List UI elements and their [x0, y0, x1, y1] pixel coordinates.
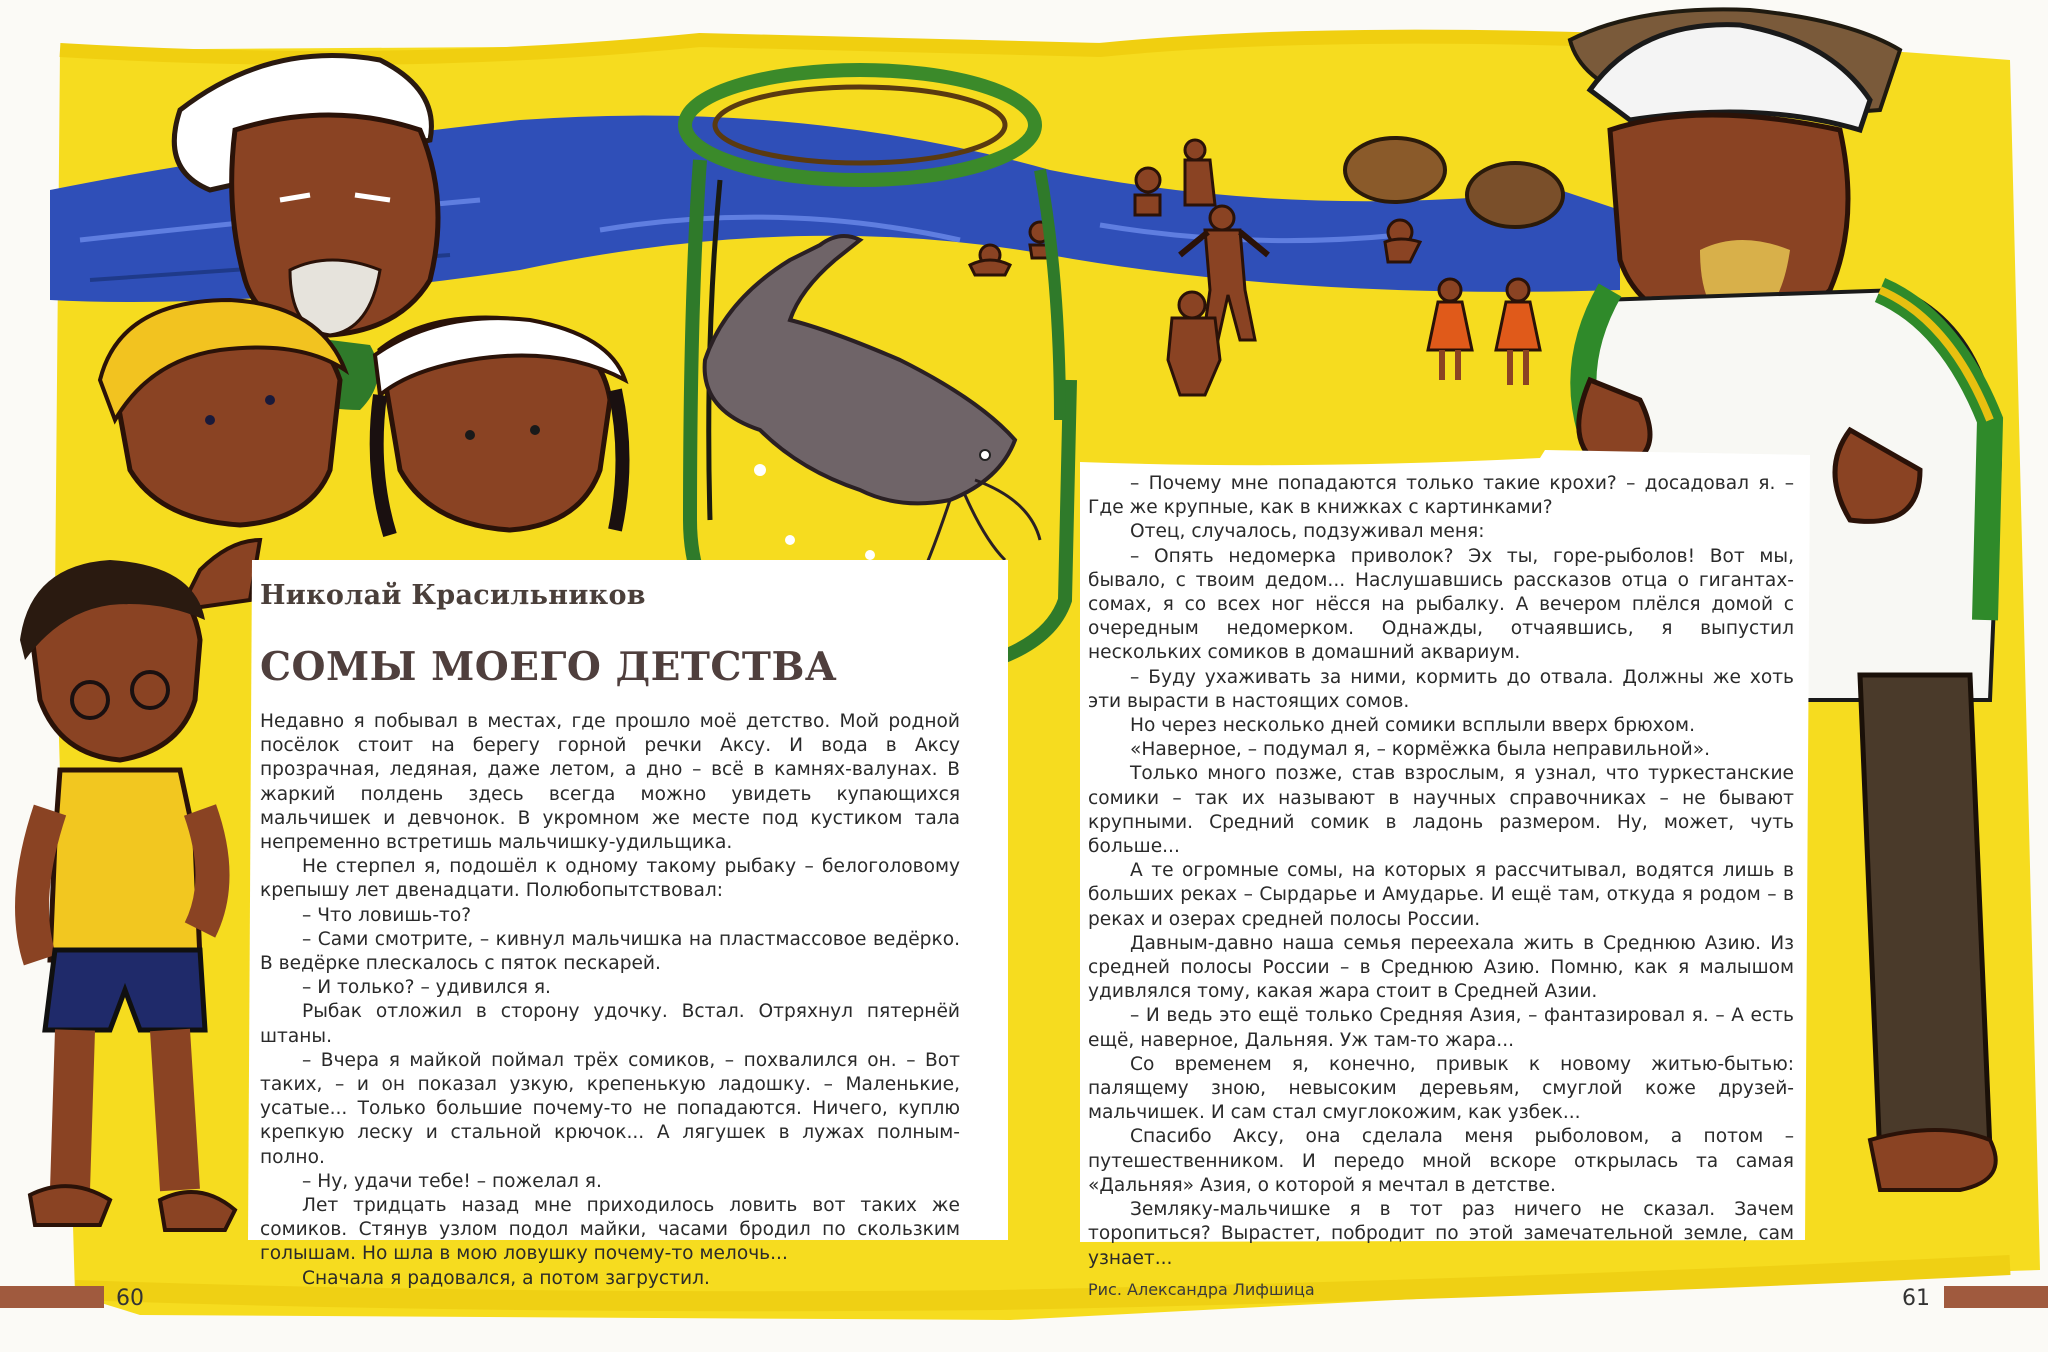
boulder — [1345, 138, 1445, 202]
paragraph: Сначала я радовался, а потом загрустил. — [302, 1267, 710, 1289]
page-number-right: 61 — [1902, 1286, 1930, 1311]
paragraph: – Вчера я майкой поймал трёх сомиков, – похвалился он. – Вот таких, – и он показал узкую, крепенькую ладошку. – Маленькие, усатые... Только большие почему-то не попадаются. Ничего, куплю крепкую леску и стальной крючок... А лягушек в лужах полным-полно. — [260, 1049, 960, 1168]
paragraph: «Наверное, – подумал я, – кормёжка была неправильной». — [1130, 739, 1711, 761]
paragraph: А те огромные сомы, на которых я рассчитывал, водятся лишь в больших реках – Сырдарье и Амударье. И ещё там, откуда я родом – в реках и озерах средней полосы России. — [1088, 860, 1794, 930]
author-name: Николай Красильников — [260, 580, 646, 611]
page-number-left: 60 — [116, 1286, 144, 1311]
paragraph: Только много позже, став взрослым, я узнал, что туркестанские сомики – так их называют в научных справочниках – не бывают крупными. Средний сомик в ладонь размером. Ну, может, чуть больше... — [1088, 763, 1794, 858]
paragraph: – Почему мне попадаются только такие крохи? – досадовал я. – Где же крупные, как в книжках с картинками? — [1088, 473, 1794, 519]
article-title: СОМЫ МОЕГО ДЕТСТВА — [260, 644, 838, 690]
article-column-left — [260, 710, 960, 1291]
paragraph: – Ну, удачи тебе! – пожелал я. — [302, 1170, 602, 1192]
page-bar-right — [1944, 1286, 2048, 1308]
paragraph: – И только? – удивился я. — [302, 977, 551, 999]
paragraph: Рыбак отложил в сторону удочку. Встал. Отряхнул пятернёй штаны. — [260, 1001, 960, 1047]
paragraph: – И ведь это ещё только Средняя Азия, – фантазировал я. – А есть ещё, наверное, Дальняя. Уж там-то жара... — [1088, 1005, 1794, 1051]
paragraph: – Опять недомерка приволок? Эх ты, горе-рыболов! Вот мы, бывало, с твоим дедом... Наслушавшись рассказов отца о гигантах-сомах, я со всех ног нёсся на рыбалку. А вечером плёлся домой с очередным недомерком. Однажды, отчаявшись, я выпустил нескольких сомиков в домашний аквариум. — [1088, 545, 1794, 664]
paragraph: Давным-давно наша семья переехала жить в Среднюю Азию. Из средней полосы России – в Среднюю Азию. Помню, как я малышом удивлялся тому, какая жара стоит в Средней Азии. — [1088, 932, 1794, 1003]
article-column-right — [1088, 472, 1794, 1271]
paragraph: Не стерпел я, подошёл к одному такому рыбаку – белоголовому крепышу лет двенадцати. Полюбопытствовал: — [260, 856, 960, 902]
paragraph: Спасибо Аксу, она сделала меня рыболовом, а потом – путешественником. И передо мной вскоре открылась та самая «Дальняя» Азия, о которой я мечтал в детстве. — [1088, 1126, 1794, 1196]
paragraph: Лет тридцать назад мне приходилось ловить вот таких же сомиков. Стянув узлом подол майки, часами бродил по скользким голышам. Но шла в мою ловушку почему-то мелочь... — [260, 1195, 960, 1265]
page-bar-left — [0, 1286, 104, 1308]
paragraph: – Что ловишь-то? — [302, 904, 472, 926]
paragraph: – Сами смотрите, – кивнул мальчишка на пластмассовое ведёрко. В ведёрке плескалось с пяток пескарей. — [260, 928, 960, 975]
paragraph: Земляку-мальчишке я в тот раз ничего не сказал. Зачем торопиться? Вырастет, побродит по этой замечательной земле, сам узнает... — [1088, 1199, 1794, 1269]
paragraph: – Буду ухаживать за ними, кормить до отвала. Должны же хоть эти вырасти в настоящих сомов. — [1088, 666, 1794, 712]
illustration-credit: Рис. Александра Лифшица — [1088, 1280, 1315, 1299]
paragraph: Со временем я, конечно, привык к новому житью-бытью: палящему зною, невысоким деревьям, смуглой коже друзей-мальчишек. И сам стал смуглокожим, как узбек... — [1088, 1053, 1794, 1124]
paragraph: Недавно я побывал в местах, где прошло моё детство. Мой родной посёлок стоит на берегу горной речки Аксу. И вода в Аксу прозрачная, ледяная, даже летом, а дно – всё в камнях-валунах. В жаркий полдень здесь всегда можно увидеть купающихся мальчишек и девчонок. В укромном же месте под кустиком тала непременно встретишь мальчишку-удильщика. — [260, 711, 960, 854]
boulder — [1467, 163, 1563, 227]
paragraph: Но через несколько дней сомики всплыли вверх брюхом. — [1130, 715, 1695, 737]
paragraph: Отец, случалось, подзуживал меня: — [1130, 521, 1485, 543]
